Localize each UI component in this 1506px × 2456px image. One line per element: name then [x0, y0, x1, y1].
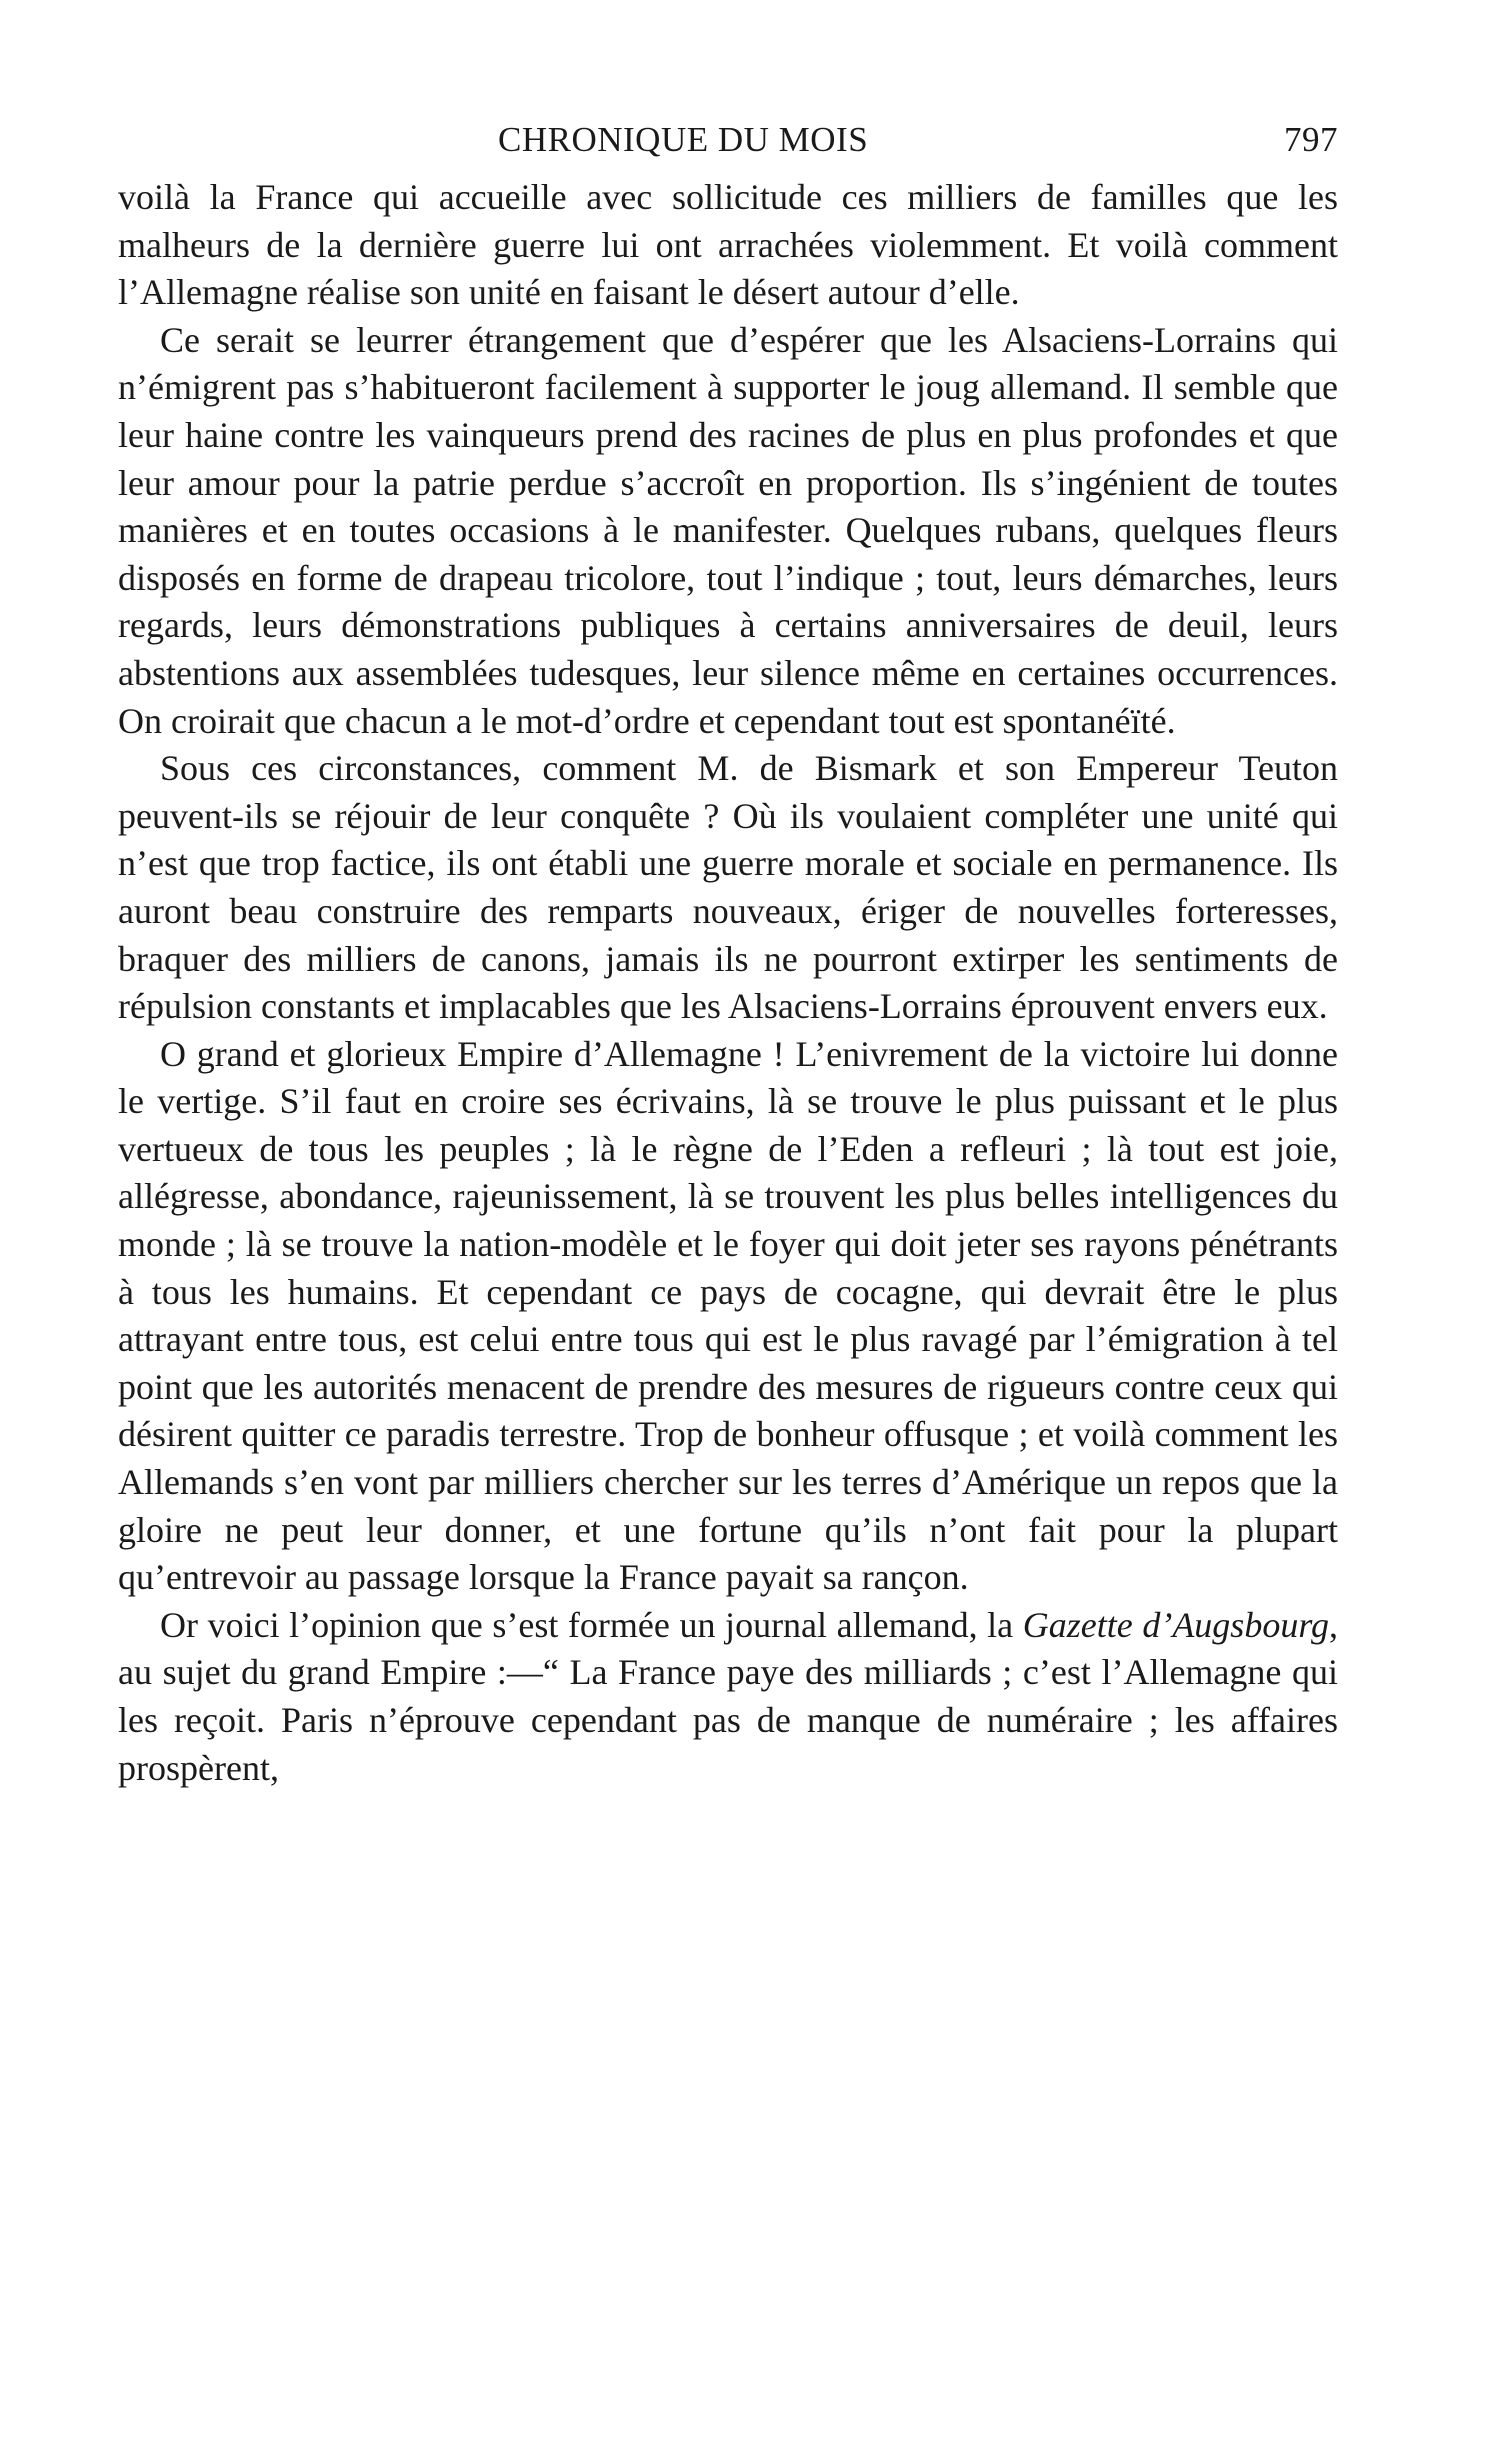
running-title: CHRONIQUE DU MOIS — [498, 120, 869, 159]
running-head — [118, 112, 1338, 174]
paragraph: Sous ces circonstances, comment M. de Bismark et son Empereur Teuton peuvent-ils se réjouir de leur conquête ? Où ils voulaient compléter une unité qui n’est que trop factice, ils ont établi une guerre morale et sociale en permanence. Ils auront beau construire des remparts nouveaux, ériger de nouvelles forteresses, braquer des milliers de canons, jamais ils ne pourront extirper les sentiments de répulsion constants et implacables que les Alsaciens-Lorrains éprouvent envers eux. — [118, 748, 1338, 1027]
paragraph: O grand et glorieux Empire d’Allemagne ! L’enivrement de la victoire lui donne le vertige. S’il faut en croire ses écrivains, là se trouve le plus puissant et le plus vertueux de tous les peuples ; là le règne de l’Eden a refleuri ; là tout est joie, allégresse, abondance, rajeunissement, là se trouvent les plus belles intelligences du monde ; là se trouve la nation-modèle et le foyer qui doit jeter ses rayons pénétrants à tous les humains. Et cependant ce pays de cocagne, qui devrait être le plus attrayant entre tous, est celui entre tous qui est le plus ravagé par l’émigration à tel point que les autorités menacent de prendre des mesures de rigueurs contre ceux qui désirent quitter ce paradis terrestre. Trop de bonheur offusque ; et voilà comment les Allemands s’en vont par milliers chercher sur les terres d’Amérique un repos que la gloire ne peut leur donner, et une fortune qu’ils n’ont fait pour la plupart qu’entrevoir au passage lorsque la France payait sa rançon. — [118, 1033, 1338, 1598]
paragraph — [118, 1602, 1338, 1792]
paragraph-text-end: , au sujet du grand Empire :—“ La France paye des milliards ; c’est l’Allemagne qui les reçoit. Paris n’éprouve cependant pas de manque de numéraire ; les affaires prospèrent, — [118, 1604, 1338, 1788]
page — [118, 112, 1338, 2412]
paragraph-text-start: Or voici l’opinion que s’est formée un journal allemand, la — [160, 1604, 1023, 1645]
paragraph: Ce serait se leurrer étrangement que d’espérer que les Alsaciens-Lorrains qui n’émigrent pas s’habitueront facilement à supporter le joug allemand. Il semble que leur haine contre les vainqueurs prend des racines de plus en plus profondes et que leur amour pour la patrie perdue s’accroît en proportion. Ils s’ingénient de toutes manières et en toutes occasions à le manifester. Quelques rubans, quelques fleurs disposés en forme de drapeau tricolore, tout l’indique ; tout, leurs démarches, leurs regards, leurs démonstrations publiques à certains anniversaires de deuil, leurs abstentions aux assemblées tudesques, leur silence même en certaines occurrences. On croirait que chacun a le mot-d’ordre et cependant tout est spontanéïté. — [118, 319, 1338, 741]
paragraph: voilà la France qui accueille avec sollicitude ces milliers de familles que les malheurs de la dernière guerre lui ont arrachées violemment. Et voilà comment l’Allemagne réalise son unité en faisant le désert autour d’elle. — [118, 177, 1338, 313]
body-text — [118, 174, 1338, 1792]
page-number: 797 — [1284, 120, 1338, 159]
newspaper-title: Gazette d’Augsbourg — [1022, 1604, 1329, 1645]
